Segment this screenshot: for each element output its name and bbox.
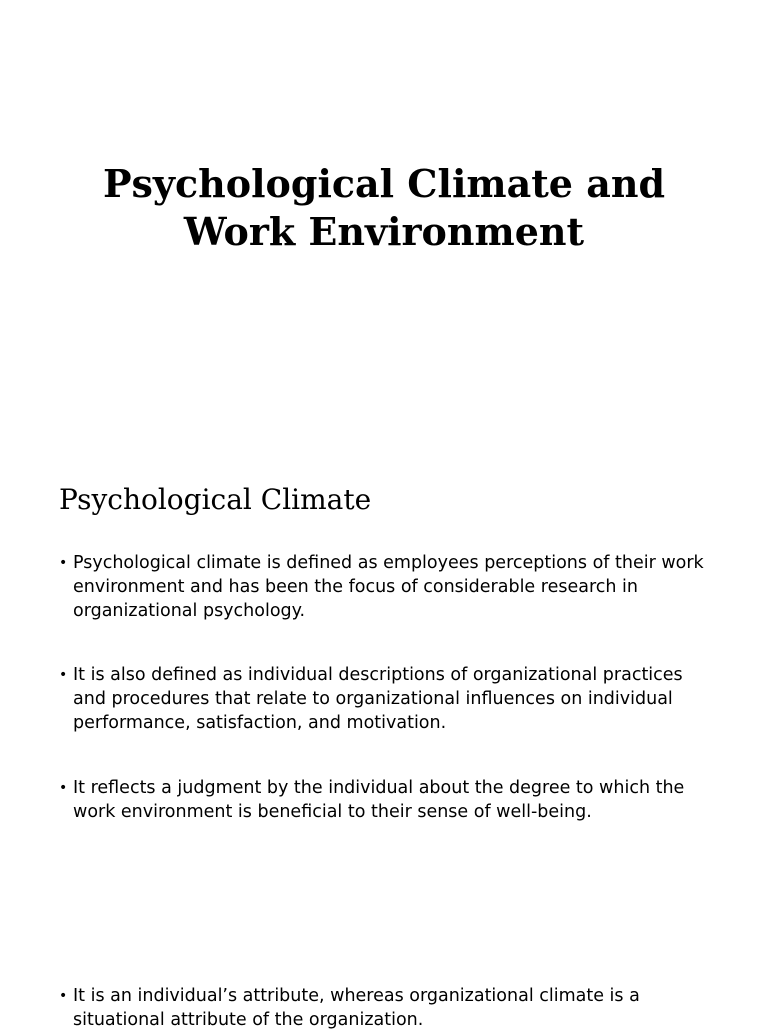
- bullet-dot: •: [59, 988, 68, 1004]
- bullet-dot: •: [59, 667, 68, 683]
- slide-title-line-1: Psychological Climate and: [102, 161, 666, 206]
- title-slide: [0, 0, 768, 455]
- slide-title-line-2: Work Environment: [183, 209, 585, 254]
- bullet-text: It reflects a judgment by the individual about the degree to which the work environment is beneficial to their sense of well-being.: [73, 778, 685, 822]
- slide-title: [0, 160, 768, 256]
- bullet-text: It is also defined as individual descriptions of organizational practices and procedures that relate to organizational influences on individual performance, satisfaction, and motivation.: [73, 665, 683, 733]
- bullet-text: Psychological climate is defined as employees perceptions of their work environment and has been the focus of considerable research in organizational psychology.: [73, 553, 704, 621]
- bullet-dot: •: [59, 780, 68, 796]
- bullet-item: [59, 776, 719, 824]
- bullet-item: [59, 663, 719, 735]
- content-slide: [0, 455, 768, 1030]
- slide-heading: Psychological Climate: [59, 483, 372, 516]
- bullet-item: [59, 984, 719, 1032]
- bullet-item: [59, 551, 719, 623]
- bullet-text: It is an individual’s attribute, whereas organizational climate is a situational attribute of the organization.: [73, 986, 640, 1030]
- bullet-dot: •: [59, 555, 68, 571]
